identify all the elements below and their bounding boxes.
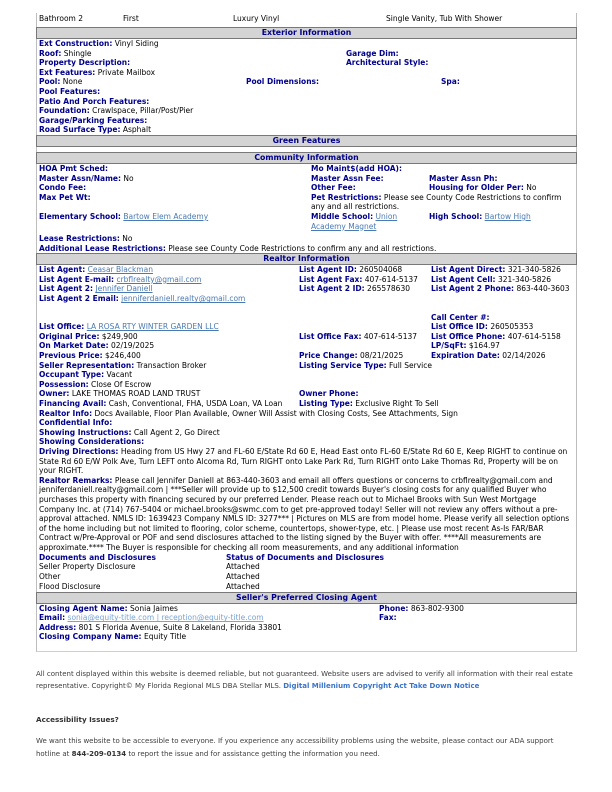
field-garage-dim <box>346 49 574 59</box>
field-realtor-remarks <box>37 476 576 553</box>
field-original-price-label: Original Price: <box>39 331 100 341</box>
field-list-agent2-id-value: 265578630 <box>367 284 410 294</box>
field-list-office-fax-label: List Office Fax: <box>299 331 362 341</box>
section-header-exterior: Exterior Information <box>36 27 577 39</box>
field-list-agent-id-value: 260504068 <box>359 265 403 275</box>
field-seller-representation-value: Transaction Broker <box>136 360 207 370</box>
field-closing-email <box>39 613 379 623</box>
field-housing-older-per <box>429 183 574 193</box>
field-pool-dimensions <box>246 77 441 87</box>
field-realtor-remarks-label: Realtor Remarks: <box>39 475 113 485</box>
field-realtor-info <box>39 409 574 419</box>
field-original-price-value: $249,900 <box>101 331 138 341</box>
listing-content <box>36 13 577 652</box>
field-master-assn-name-label: Master Assn/Name: <box>39 173 122 183</box>
field-roof-label: Roof: <box>39 48 62 58</box>
footer <box>36 669 577 762</box>
field-realtor-info-label: Realtor Info: <box>39 408 93 418</box>
field-closing-agent-name-value: Sonia Jaimes <box>130 603 178 613</box>
field-condo-fee <box>39 183 311 193</box>
field-showing-instructions-label: Showing Instructions: <box>39 427 132 437</box>
closing-agent-section <box>37 604 576 651</box>
field-financing-avail-value: Cash, Conventional, FHA, USDA Loan, VA Loan <box>108 399 283 408</box>
field-additional-lease-restrictions <box>39 244 574 254</box>
field-owner <box>39 389 299 399</box>
field-list-agent-email-label: List Agent E-mail: <box>39 274 115 284</box>
field-list-agent2-phone <box>431 284 574 294</box>
accessibility-text-pre: We want this website to be accessible to everyone. If you experience any accessibility problems using the website, please contact our ADA support hotline at <box>36 736 554 759</box>
field-condo-fee-label: Condo Fee: <box>39 183 87 193</box>
field-price-change-label: Price Change: <box>299 351 358 361</box>
field-lp-sqft-label: LP/SqFt: <box>431 341 467 351</box>
field-list-agent-direct <box>431 265 574 275</box>
field-closing-agent-name-label: Closing Agent Name: <box>39 603 128 613</box>
field-ext-construction <box>39 39 574 49</box>
doc-row <box>37 582 576 592</box>
field-listing-type-value: Exclusive Right To Sell <box>355 399 439 408</box>
docs-header-row <box>37 553 576 563</box>
field-high-school-value[interactable]: Bartow High <box>484 211 531 221</box>
field-seller-representation <box>39 361 299 371</box>
field-owner-value: LAKE THOMAS ROAD LAND TRUST <box>71 389 201 399</box>
field-closing-address-value: 801 S Florida Avenue, Suite 8 Lakeland, Florida 33801 <box>78 622 282 632</box>
field-listing-type-label: Listing Type: <box>299 399 353 408</box>
field-closing-email-value[interactable]: sonia@equity-title.com | reception@equity-title.com <box>67 613 264 623</box>
section-header-community: Community Information <box>36 152 577 164</box>
disclaimer-text: All content displayed within this website is deemed reliable, but not guaranteed. Website users are advised to verify all information with their real estate representative. Copyright© My Florida Regional MLS DBA Stellar MLS. <box>36 670 573 690</box>
field-foundation-value: Crawlspace, Pillar/Post/Pier <box>92 106 194 116</box>
field-list-office-fax <box>299 332 431 342</box>
field-list-agent-fax-value: 407-614-5137 <box>364 274 418 284</box>
field-hoa-pmt-sched <box>39 164 311 174</box>
field-list-office-label: List Office: <box>39 322 85 332</box>
field-pool-label: Pool: <box>39 77 61 87</box>
field-elementary-school-value[interactable]: Bartow Elem Academy <box>123 211 209 221</box>
field-ext-features-value: Private Mailbox <box>97 67 156 77</box>
field-financing-avail-label: Financing Avail: <box>39 399 107 408</box>
field-max-pet-wt <box>39 193 311 203</box>
field-driving-directions-label: Driving Directions: <box>39 446 119 456</box>
field-list-office-phone-label: List Office Phone: <box>431 331 506 341</box>
field-possession-label: Possession: <box>39 379 89 389</box>
field-list-agent2-email-value[interactable]: jenniferdaniell.realty@gmail.com <box>121 294 246 304</box>
field-previous-price-label: Previous Price: <box>39 351 103 361</box>
field-list-agent2-email-label: List Agent 2 Email: <box>39 294 119 304</box>
field-showing-instructions <box>39 428 574 438</box>
field-closing-email-label: Email: <box>39 613 66 623</box>
field-showing-instructions-value: Call Agent 2, Go Direct <box>133 427 220 437</box>
doc-name: Flood Disclosure <box>39 581 101 591</box>
field-list-agent-cell-value: 321-340-5826 <box>497 274 552 284</box>
field-list-agent-cell <box>431 275 574 285</box>
field-high-school-label: High School: <box>429 211 483 221</box>
field-list-office-phone-value: 407-614-5158 <box>507 331 561 341</box>
field-on-market-date-label: On Market Date: <box>39 341 109 351</box>
field-on-market-date-value: 02/19/2025 <box>110 341 155 351</box>
field-other-fee-label: Other Fee: <box>311 183 356 193</box>
field-architectural-style-label: Architectural Style: <box>346 58 429 68</box>
field-owner-phone-label: Owner Phone: <box>299 389 359 399</box>
field-closing-address <box>39 623 574 633</box>
field-closing-phone <box>379 604 574 614</box>
field-lp-sqft <box>431 341 574 351</box>
field-owner-phone <box>299 389 574 399</box>
field-middle-school-value[interactable]: Union Academy Magnet <box>311 211 398 231</box>
field-list-office <box>39 322 431 332</box>
field-listing-service-type-label: Listing Service Type: <box>299 360 387 370</box>
field-additional-lease-restrictions-value: Please see County Code Restrictions to confirm any and all restrictions. <box>168 243 437 253</box>
accessibility-heading: Accessibility Issues? <box>36 715 119 725</box>
field-realtor-info-value: Docs Available, Floor Plan Available, Owner Will Assist with Closing Costs, See Attachments, Sign <box>94 408 458 418</box>
field-master-assn-name <box>39 174 311 184</box>
room-name: Bathroom 2 <box>39 14 83 23</box>
field-pet-restrictions-value: Please see County Code Restrictions to confirm any and all restrictions. <box>311 192 562 212</box>
room-features: Single Vanity, Tub With Shower <box>386 14 503 23</box>
field-expiration-date-label: Expiration Date: <box>431 351 500 361</box>
doc-row <box>37 562 576 572</box>
field-lease-restrictions <box>39 234 574 244</box>
field-foundation-label: Foundation: <box>39 106 90 116</box>
field-previous-price-value: $246,400 <box>105 351 141 361</box>
field-list-agent-fax-label: List Agent Fax: <box>299 274 363 284</box>
field-confidential-info-label: Confidential Info: <box>39 418 113 428</box>
room-flooring: Luxury Vinyl <box>233 14 280 23</box>
field-list-agent-id-label: List Agent ID: <box>299 265 357 275</box>
field-list-office-fax-value: 407-614-5137 <box>363 331 418 341</box>
field-list-office-value[interactable]: LA ROSA RTY WINTER GARDEN LLC <box>86 322 219 332</box>
field-original-price <box>39 332 299 342</box>
field-closing-address-label: Address: <box>39 622 77 632</box>
field-pool-features <box>39 87 574 97</box>
docs-header-right: Status of Documents and Disclosures <box>226 552 385 562</box>
field-closing-company-name-label: Closing Company Name: <box>39 632 142 642</box>
field-lease-restrictions-value: No <box>122 234 133 244</box>
field-listing-service-type <box>299 361 574 371</box>
field-spa-label: Spa: <box>441 77 460 87</box>
field-list-agent-id <box>299 265 431 275</box>
doc-name: Other <box>39 572 61 582</box>
field-list-agent2-phone-label: List Agent 2 Phone: <box>431 284 515 294</box>
field-master-assn-name-value: No <box>123 173 134 183</box>
field-call-center <box>431 313 574 323</box>
field-elementary-school-label: Elementary School: <box>39 211 121 221</box>
field-on-market-date <box>39 341 299 351</box>
field-list-agent-email <box>39 275 299 285</box>
field-pet-restrictions-label: Pet Restrictions: <box>311 192 382 202</box>
field-garage-parking-features-label: Garage/Parking Features: <box>39 115 148 125</box>
field-price-change-value: 08/21/2025 <box>360 351 404 361</box>
field-previous-price <box>39 351 299 361</box>
field-showing-considerations-label: Showing Considerations: <box>39 437 145 447</box>
field-foundation <box>39 106 574 116</box>
field-ext-construction-label: Ext Construction: <box>39 39 113 48</box>
field-master-assn-ph-label: Master Assn Ph: <box>429 173 498 183</box>
field-elementary-school <box>39 212 311 222</box>
field-expiration-date-value: 02/14/2026 <box>502 351 546 361</box>
field-call-center-label: Call Center #: <box>431 312 490 322</box>
field-confidential-info <box>39 418 574 428</box>
field-list-agent2-id <box>299 284 431 294</box>
field-financing-avail <box>39 399 299 409</box>
room-table-row <box>37 13 576 27</box>
field-list-agent-label: List Agent: <box>39 265 86 275</box>
field-pool-dimensions-label: Pool Dimensions: <box>246 77 320 87</box>
field-closing-company-name <box>39 632 574 642</box>
field-owner-label: Owner: <box>39 389 70 399</box>
field-patio-porch-features-label: Patio And Porch Features: <box>39 96 150 106</box>
field-property-description-label: Property Description: <box>39 58 131 68</box>
field-property-description <box>39 58 346 68</box>
field-list-office-id-label: List Office ID: <box>431 322 488 332</box>
field-housing-older-per-value: No <box>526 183 537 193</box>
field-ext-features-label: Ext Features: <box>39 67 96 77</box>
field-hoa-pmt-sched-label: HOA Pmt Sched: <box>39 163 109 173</box>
room-level: First <box>123 14 139 23</box>
field-master-assn-fee-label: Master Assn Fee: <box>311 173 384 183</box>
exterior-section <box>37 39 576 135</box>
field-list-agent2-value[interactable]: Jennifer Daniell <box>95 284 153 294</box>
field-list-office-id <box>431 322 574 332</box>
field-garage-parking-features <box>39 116 574 126</box>
field-list-agent-direct-value: 321-340-5826 <box>507 265 561 275</box>
doc-row <box>37 572 576 582</box>
field-list-agent-cell-label: List Agent Cell: <box>431 274 496 284</box>
field-closing-fax <box>379 613 574 623</box>
field-closing-fax-label: Fax: <box>379 613 397 623</box>
field-pool <box>39 77 246 87</box>
field-road-surface-type-label: Road Surface Type: <box>39 125 121 135</box>
field-master-assn-fee <box>311 174 429 184</box>
field-roof-value: Shingle <box>63 48 92 58</box>
field-listing-type <box>299 399 574 409</box>
field-max-pet-wt-label: Max Pet Wt: <box>39 192 91 202</box>
field-list-office-phone <box>431 332 574 342</box>
realtor-section <box>37 265 576 591</box>
field-ext-construction-value: Vinyl Siding <box>114 39 159 48</box>
doc-name: Seller Property Disclosure <box>39 562 136 572</box>
field-additional-lease-restrictions-label: Additional Lease Restrictions: <box>39 243 166 253</box>
field-list-agent2-phone-value: 863-440-3603 <box>516 284 570 294</box>
field-other-fee <box>311 183 429 193</box>
section-header-green-features: Green Features <box>36 135 577 147</box>
field-listing-service-type-value: Full Service <box>389 360 432 370</box>
field-road-surface-type <box>39 125 574 135</box>
field-mo-maint <box>311 164 574 174</box>
field-closing-company-name-value: Equity Title <box>143 632 187 642</box>
field-list-agent2-label: List Agent 2: <box>39 284 94 294</box>
field-ext-features <box>39 68 574 78</box>
field-occupant-type-value: Vacant <box>106 370 133 380</box>
field-seller-representation-label: Seller Representation: <box>39 360 135 370</box>
field-closing-phone-value: 863-802-9300 <box>410 603 464 613</box>
field-list-agent-value[interactable]: Ceasar Blackman <box>87 265 153 275</box>
field-high-school <box>429 212 574 222</box>
field-lp-sqft-value: $164.97 <box>468 341 500 351</box>
field-roof <box>39 49 346 59</box>
field-middle-school <box>311 212 429 231</box>
accessibility-text-post: to report the issue and for assistance getting the information you need. <box>128 750 380 759</box>
field-list-agent-direct-label: List Agent Direct: <box>431 265 506 275</box>
field-architectural-style <box>346 58 574 68</box>
doc-status: Attached <box>226 562 260 572</box>
doc-status: Attached <box>226 572 260 582</box>
field-list-agent-email-value[interactable]: crbflrealty@gmail.com <box>116 274 202 284</box>
section-header-closing-agent: Seller's Preferred Closing Agent <box>36 592 577 604</box>
field-pet-restrictions <box>311 193 574 212</box>
field-spa <box>441 77 574 87</box>
field-list-agent2 <box>39 284 299 294</box>
field-possession-value: Close Of Escrow <box>91 379 152 389</box>
field-list-office-id-value: 260505353 <box>490 322 534 332</box>
section-header-realtor: Realtor Information <box>36 253 577 265</box>
field-patio-porch-features <box>39 97 574 107</box>
field-occupant-type-label: Occupant Type: <box>39 370 105 380</box>
field-list-agent-fax <box>299 275 431 285</box>
field-driving-directions <box>37 447 576 476</box>
field-housing-older-per-label: Housing for Older Per: <box>429 183 524 193</box>
field-closing-agent-name <box>39 604 379 614</box>
field-price-change <box>299 351 431 361</box>
field-possession <box>39 380 574 390</box>
field-list-agent <box>39 265 299 275</box>
field-closing-phone-label: Phone: <box>379 603 409 613</box>
field-pool-value: None <box>62 77 83 87</box>
accessibility-statement <box>36 735 577 762</box>
field-master-assn-ph <box>429 174 574 184</box>
field-list-agent2-email <box>39 294 574 304</box>
field-pool-features-label: Pool Features: <box>39 86 101 96</box>
mls-disclaimer <box>36 669 577 692</box>
community-section <box>37 164 576 253</box>
field-driving-directions-value: Heading from US Hwy 27 and FL-60 E/State Rd 60 E, Head East onto FL-60 E/State Rd 60 E, Keep RIGHT to continue on State Rd 60 E/W Polk Ave, Turn LEFT onto Alcoma Rd, Turn RIGHT onto Lake Park Rd, Turn RIGHT onto Lake Thomas Rd, Property will be on your RIGHT. <box>39 446 568 476</box>
field-road-surface-type-value: Asphalt <box>122 125 152 135</box>
field-occupant-type <box>39 370 574 380</box>
ada-hotline-number[interactable]: 844-209-0134 <box>71 750 127 759</box>
field-garage-dim-label: Garage Dim: <box>346 48 399 58</box>
field-mo-maint-label: Mo Maint$(add HOA): <box>311 163 402 173</box>
field-showing-considerations <box>39 437 574 447</box>
dmca-takedown-link[interactable]: Digital Millenium Copyright Act Take Down Notice <box>283 681 480 690</box>
field-list-agent2-id-label: List Agent 2 ID: <box>299 284 365 294</box>
field-expiration-date <box>431 351 574 361</box>
docs-header-left: Documents and Disclosures <box>39 552 156 562</box>
field-lease-restrictions-label: Lease Restrictions: <box>39 234 120 244</box>
doc-status: Attached <box>226 581 260 591</box>
field-realtor-remarks-value: Please call Jennifer Daniell at 863-440-3603 and email all offers questions or concerns to crbflrealty@gmail.com and jenniferdaniell.realty@gmail.com | ***Seller will provide up to $12,500 credit towards Buyer's closing costs for any qualified Buyer who purchases this property with financing secured by our preferred Lender. Please reach out to Michael Brooks with Sun West Mortgage Company Inc. at (714) 767-5404 or michael.brooks@swmc.com to get pre-approved today! Seller will not review any offers without a pre-approval attached. NMLS ID: 1639423 Company NMLS ID: 3277*** | Pictures on MLS are from model home. Please verify all selection options of the home including but not limited to flooring, color scheme, countertops, shower-type, etc. | Please use most recent As-Is FAR/BAR Contract w/Pre-Approval or POF and send disclosures attached to the listing signed by the Buyer with offer. ****All measurements are approximate.**** The Buyer is responsible for checking all room measurements, and any additional information <box>39 475 570 552</box>
field-middle-school-label: Middle School: <box>311 211 374 221</box>
